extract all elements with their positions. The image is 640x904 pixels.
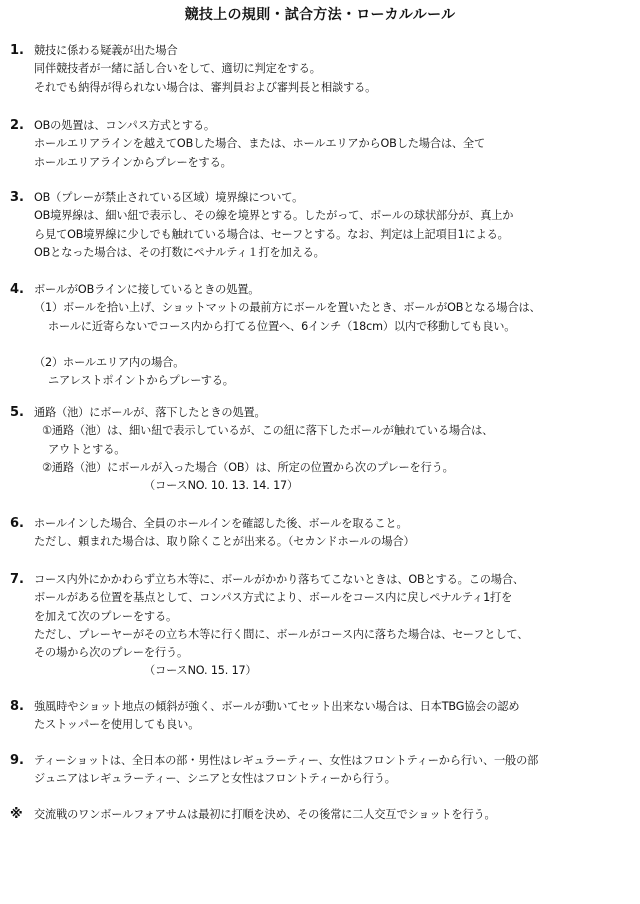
blank-line [34,336,634,354]
rule-number: 2. [10,118,24,133]
rule-line: ら見てOB境界線に少しでも触れている場合は、セーフとする。なお、判定は上記項目1による。 [34,227,509,241]
rule-line: OB境界線は、細い紐で表示し、その線を境界とする。したがって、ボールの球状部分が、真上か [34,209,514,223]
rule-line: ボールがある位置を基点として、コンパス方式により、ボールをコース内に戻しペナルティ1打を [34,591,513,605]
rule-line: OBの処置は、コンパス方式とする。 [34,119,215,132]
rule-number: 8. [10,699,24,714]
rule-number: 3. [10,190,24,205]
rule-text [34,571,634,681]
rule-number: 4. [10,282,24,297]
rule-number: 5. [10,405,24,420]
rule-text [34,698,634,735]
rule-number: 7. [10,572,24,587]
rule-number: 1. [10,43,24,58]
rule-text [34,189,634,262]
rule-text [34,515,634,552]
rule-line: OB（プレーが禁止されている区域）境界線について。 [34,191,304,204]
rule-line: （コースNO. 10. 13. 14. 17） [144,479,299,493]
rule-line: コース内外にかかわらず立ち木等に、ボールがかかり落ちてこないときは、OBとする。この場合、 [34,573,524,586]
rule-text [34,281,634,390]
rule-text [34,42,634,97]
rule-line: 交流戦のワンボールフォアサムは最初に打順を決め、その後常に二人交互でショットを行う。 [34,808,496,821]
rule-line: を加えて次のプレーをする。 [34,609,178,623]
rule-line: 競技に係わる疑義が出た場合 [34,44,178,57]
rule-line: ②通路（池）にボールが入った場合（OB）は、所定の位置から次のプレーを行う。 [42,460,454,474]
rule-line: 強風時やショット地点の傾斜が強く、ボールが動いてセット出来ない場合は、日本TBG協会の認め [34,700,520,713]
rule-line: たストッパーを使用しても良い。 [34,718,200,732]
rule-number: 6. [10,516,24,531]
rule-line: その場から次のプレーを行う。 [34,646,189,660]
rule-line: （2）ホールエリア内の場合。 [34,355,185,369]
rule-line: ホールに近寄らないでコース内から打てる位置へ、6インチ（18cm）以内で移動しても良い。 [48,319,516,333]
rule-line: ニアレストポイントからプレーする。 [48,374,234,388]
page-title: 競技上の規則・試合方法・ローカルルール [184,7,456,23]
rule-line: 通路（池）にボールが、落下したときの処置。 [34,406,266,419]
note-mark: ※ [10,807,23,822]
rule-line: ただし、頼まれた場合は、取り除くことが出来る。（セカンドホールの場合） [34,535,415,549]
rule-line: （1）ボールを拾い上げ、ショットマットの最前方にボールを置いたとき、ボールがOBとなる場合は、 [34,301,541,315]
rule-line: アウトとする。 [48,442,126,456]
rule-text [34,752,634,789]
rule-line: 同伴競技者が一緒に話し合いをして、適切に判定をする。 [34,62,321,76]
rule-line: それでも納得が得られない場合は、審判員および審判長と相談する。 [34,80,377,94]
rule-text [34,806,634,824]
rule-line: ホールエリアラインを越えてOBした場合、または、ホールエリアからOBした場合は、全て [34,137,486,151]
rule-line: ホールインした場合、全員のホールインを確認した後、ボールを取ること。 [34,517,408,530]
rule-line: （コースNO. 15. 17） [144,664,257,678]
rule-text [34,117,634,172]
rule-number: 9. [10,753,24,768]
rule-line: ①通路（池）は、細い紐で表示しているが、この紐に落下したボールが触れている場合は、 [42,424,494,438]
rule-line: ボールがOBラインに接しているときの処置。 [34,283,260,296]
rule-line: ホールエリアラインからプレーをする。 [34,155,232,169]
rule-text [34,404,634,495]
rule-line: ジュニアはレギュラーティー、シニアと女性はフロントティーから行う。 [34,772,396,786]
rule-line: OBとなった場合は、その打数にペナルティ１打を加える。 [34,245,325,259]
rule-line: ただし、プレーヤーがその立ち木等に行く間に、ボールがコース内に落ちた場合は、セーフとして、 [34,627,529,641]
rule-line: ティーショットは、全日本の部・男性はレギュラーティー、女性はフロントティーから行い、一般の部 [34,754,539,767]
